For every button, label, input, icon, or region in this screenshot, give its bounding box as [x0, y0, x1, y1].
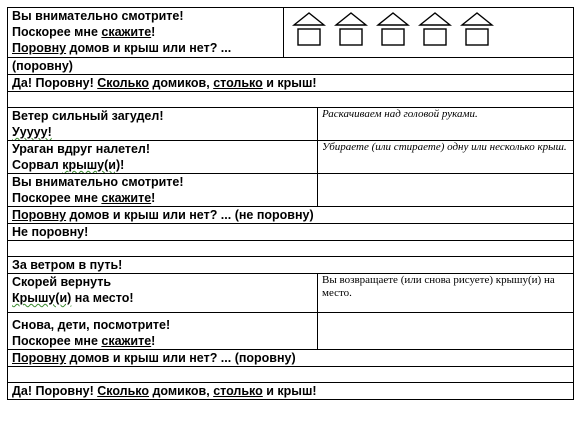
table-row: [8, 8, 574, 58]
table-row: [8, 141, 574, 174]
table-row: [8, 224, 574, 241]
action-note: Убираете (или стираете) одну или несколько крыш.: [318, 141, 574, 174]
verse-cell: За ветром в путь!: [8, 257, 574, 274]
verse-cell: [8, 274, 318, 313]
underlined-word: Поровну: [12, 208, 67, 222]
underlined-word: скажите: [101, 334, 152, 348]
misspelled-word: крышу(и): [62, 158, 121, 172]
house-body-shape: [424, 29, 446, 45]
roof-shape: [294, 13, 324, 25]
verse-cell: [8, 108, 318, 141]
text: на место!: [71, 291, 134, 305]
verse-line: [12, 157, 313, 173]
text: и крыш!: [262, 76, 317, 90]
underlined-word: скажите: [101, 191, 152, 205]
houses-cell: [284, 8, 574, 58]
table-row: [8, 108, 574, 141]
empty-note: [318, 174, 574, 207]
underlined-word: столько: [213, 384, 263, 398]
roof-shape: [378, 13, 408, 25]
underlined-word: Поровну: [12, 41, 67, 55]
table-row: [8, 274, 574, 313]
table-row: [8, 367, 574, 383]
table-row: [8, 383, 574, 400]
text: !: [120, 158, 125, 172]
roof-shape: [462, 13, 492, 25]
text: Сорвал: [12, 158, 63, 172]
table-row: [8, 207, 574, 224]
song-table: [7, 7, 574, 400]
roof-shape: [336, 13, 366, 25]
verse-line: [12, 333, 313, 349]
text: Поскорее мне: [12, 334, 102, 348]
verse-cell: [8, 313, 318, 350]
empty-cell: [8, 241, 574, 257]
underlined-word: скажите: [101, 25, 152, 39]
empty-note: [318, 313, 574, 350]
verse-line: [12, 190, 313, 206]
house-body-shape: [382, 29, 404, 45]
verse-line: [12, 24, 279, 40]
text: !: [151, 25, 156, 39]
verse-line: Скорей вернуть: [12, 275, 112, 289]
house-icon: [418, 11, 452, 47]
text: !: [151, 334, 156, 348]
house-icon: [292, 11, 326, 47]
house-icon: [460, 11, 494, 47]
underlined-word: Сколько: [97, 76, 150, 90]
verse-line: [12, 290, 313, 306]
answer-cell: [8, 75, 574, 92]
empty-cell: [8, 367, 574, 383]
answer-cell: Не поровну!: [8, 224, 574, 241]
table-row: [8, 313, 574, 350]
text: домиков,: [149, 76, 214, 90]
table-row: [8, 75, 574, 92]
underlined-word: Поровну: [12, 351, 67, 365]
underlined-word: Сколько: [97, 384, 150, 398]
text: домов и крыш или нет? ... (поровну): [66, 351, 296, 365]
house-body-shape: [298, 29, 320, 45]
text: домиков,: [149, 384, 214, 398]
underlined-word: столько: [213, 76, 263, 90]
house-body-shape: [340, 29, 362, 45]
text: домов и крыш или нет? ...: [66, 41, 232, 55]
text: домов и крыш или нет? ... (не поровну): [66, 208, 314, 222]
verse-line: Ууууу!: [12, 125, 52, 139]
answer-cell: (поровну): [8, 58, 574, 75]
text: Да! Поровну!: [12, 76, 98, 90]
verse-cell: [8, 141, 318, 174]
table-row: [8, 58, 574, 75]
house-body-shape: [466, 29, 488, 45]
action-note: Вы возвращаете (или снова рисуете) крышу(и) на место.: [318, 274, 574, 313]
text: Поскорее мне: [12, 191, 102, 205]
table-row: [8, 241, 574, 257]
verse-line: Ураган вдруг налетел!: [12, 142, 151, 156]
verse-cell: [8, 8, 284, 58]
roof-shape: [420, 13, 450, 25]
verse-line: [12, 40, 279, 56]
verse-cell: [8, 174, 318, 207]
table-row: [8, 257, 574, 274]
question-cell: [8, 207, 574, 224]
verse-line: Вы внимательно смотрите!: [12, 9, 184, 23]
empty-cell: [8, 92, 574, 108]
text: и крыш!: [262, 384, 317, 398]
misspelled-word: Крышу(и): [12, 291, 72, 305]
house-icon: [334, 11, 368, 47]
question-cell: [8, 350, 574, 367]
action-note: Раскачиваем над головой руками.: [318, 108, 574, 141]
text: Поскорее мне: [12, 25, 102, 39]
table-row: [8, 92, 574, 108]
table-row: [8, 350, 574, 367]
verse-line: Вы внимательно смотрите!: [12, 175, 184, 189]
houses-row: [288, 8, 569, 47]
text: !: [151, 191, 156, 205]
table-row: [8, 174, 574, 207]
answer-cell: [8, 383, 574, 400]
verse-line: Снова, дети, посмотрите!: [12, 318, 171, 332]
house-icon: [376, 11, 410, 47]
text: Да! Поровну!: [12, 384, 98, 398]
verse-line: Ветер сильный загудел!: [12, 109, 164, 123]
